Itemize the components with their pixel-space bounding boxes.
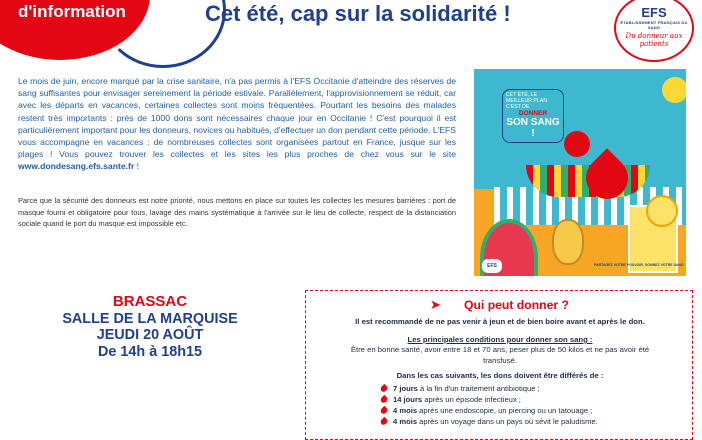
event-city: BRASSAC [112,293,188,310]
lemon-slice-icon [646,195,678,227]
event-details [50,294,250,360]
blood-drop-bullet-icon [379,417,388,426]
list-item: 14 jours après un épisode infectieux ; [378,394,598,405]
list-item: 7 jours à la fin d'un traitement antibiotique ; [378,383,598,394]
poster-footer-text: PARTAGEZ VOTRE POUVOIR, DONNEZ VOTRE SANG [594,263,684,267]
donor-intro: Il est recommandé de ne pas venir à jeun et de bien boire avant et après le don. [355,317,645,326]
event-date: JEUDI 20 AOÛT [96,327,204,344]
sun-icon [662,77,686,103]
donor-info-title: Qui peut donner ? [464,298,569,312]
event-venue: SALLE DE LA MARQUISE [62,310,238,327]
campaign-poster [474,69,686,276]
donor-info-box [305,290,693,440]
blood-drop-bullet-icon [379,395,388,404]
list-item: 4 mois après une endoscopie, un piercing ou un tatouage ; [378,405,598,416]
blood-drop-character-icon [564,131,590,157]
delays-list [378,383,598,427]
poster-bubble-small-text: CET ÉTÉ, LE MEILLEUR PLAN C'EST DE [506,92,547,110]
logo-tagline: Du donneur aux patients [625,32,683,48]
list-item: 4 mois après un voyage dans un pays où sévit le paludisme. [378,416,598,427]
paragraph-1-end: ! [134,161,139,172]
delays-heading: Dans les cas suivants, les dons doivent être différés de : [396,371,604,380]
page-title: Cet été, cap sur la solidarité ! [205,1,511,26]
article-paragraph-2: Parce que la sécurité des donneurs est notre priorité, nous mettons en place sur toutes les collectes les mesures barrières : port de masque fourni et obligatoire pour tous, lavage des mains systématique à l'arrivée sur le lieu de collecte, respect de la distanciation sociale quand le port du masque est impossible etc. [18,196,456,229]
website-link[interactable]: www.dondesang.efs.sante.fr [18,161,135,172]
conditions-text: Être en bonne santé, avoir entre 18 et 70 ans, peser plus de 50 kilos et ne pas avoir été transfusé. [350,345,650,365]
paragraph-1-text: Le mois de juin, encore marqué par la crise sanitaire, n'a pas permis à l'EFS Occitanie d'atteindre des réserves de sang suffisantes pour envisager sereinement la période estivale. Parallèlement, l'approvisionnement se réduit, car avec les départs en vacances, certaines collectes sont moins fréquentées. Pourtant les besoins des malades restent très importants : près de 1000 dons sont nécessaires chaque jour en Occitanie ! C'est pourquoi il est particulièrement important pour les donneurs, novices ou habitués, d'effectuer un don pendant cette période. L'EFS vous accompagne en vacances : de nombreuses collectes sont organisées partout en France, jusque sur les plages ! Vous pouvez trouver les collectes et les sites les plus proches de chez vous sur le site [18,76,456,160]
poster-speech-bubble [502,89,564,143]
arrow-icon: ➤ [430,297,441,312]
poster-bubble-son-sang: SON SANG ! [506,117,560,139]
article-paragraph-1 [18,75,456,173]
section-label: d'information [18,2,126,21]
logo-mark: EFS [641,5,667,20]
poster-bubble-donner: DONNER [518,110,548,117]
blood-drop-bullet-icon [379,406,388,415]
conditions-heading: Les principales conditions pour donner son sang : [407,335,593,344]
pineapple-icon [552,219,584,265]
logo-subtitle: ÉTABLISSEMENT FRANÇAIS DU SANG [620,20,688,30]
blood-drop-bullet-icon [379,384,388,393]
efs-logo [614,0,694,62]
event-hours: De 14h à 18h15 [98,343,202,360]
poster-efs-logo: EFS [482,259,502,273]
